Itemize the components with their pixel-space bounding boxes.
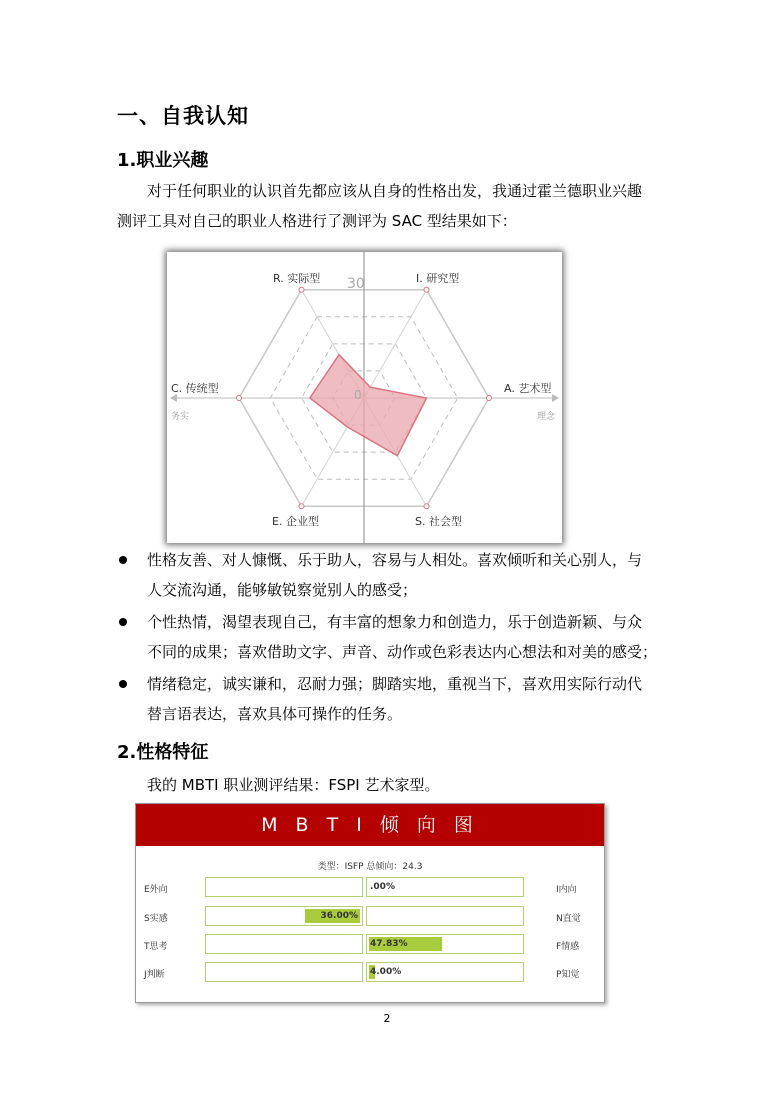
list-item-line: 性格友善、对人慷慨、乐于助人，容易与人相处。喜欢倾听和关心别人，与: [147, 551, 643, 569]
mbti-right-label: N直觉: [556, 914, 581, 924]
mbti-row: [136, 962, 604, 982]
radar-vertex-dot: [424, 287, 429, 292]
mbti-row: [136, 906, 604, 926]
mbti-left-box: [205, 934, 363, 954]
mbti-left-label: E外向: [144, 885, 168, 895]
mbti-row: [136, 934, 604, 954]
paragraph-interest: [117, 176, 662, 236]
list-item: [117, 669, 667, 729]
mbti-row: [136, 877, 604, 897]
paragraph-mbti: [117, 770, 662, 800]
mbti-value: .00%: [370, 882, 395, 892]
radar-svg: [167, 252, 562, 543]
mbti-right-box: [366, 962, 524, 982]
mbti-left-label: S实感: [144, 914, 168, 924]
mbti-left-box: [205, 962, 363, 982]
mbti-value: 4.00%: [370, 967, 402, 977]
radar-label-i: I. 研究型: [416, 272, 460, 285]
radar-axis-arrow-icon: [170, 394, 177, 402]
mbti-right-box: [366, 934, 524, 954]
list-item-line: 不同的成果；喜欢借助文字、声音、动作或色彩表达内心想法和对美的感受；: [147, 643, 658, 661]
page-number: 2: [383, 1012, 391, 1025]
list-item: [117, 607, 667, 667]
radar-vertex-dot: [487, 396, 492, 401]
list-item-line: 替言语表达，喜欢具体可操作的任务。: [147, 705, 403, 723]
mbti-right-label: P知觉: [556, 970, 580, 980]
radar-label-a: A. 艺术型: [504, 382, 552, 395]
bullet-icon: [119, 556, 127, 564]
radar-right-axis-label: 理念: [537, 412, 556, 422]
radar-label-c: C. 传统型: [171, 382, 219, 395]
mbti-type-line: 类型：ISFP 总倾向：24.3: [317, 862, 423, 872]
mbti-chart: [135, 803, 605, 1003]
bullet-icon: [119, 618, 127, 626]
section-title: 一、自我认知: [117, 104, 249, 128]
radar-scale-min: 0: [354, 388, 362, 402]
radar-label-s: S. 社会型: [415, 515, 462, 528]
mbti-right-label: I内向: [556, 885, 577, 895]
list-item-line: 情绪稳定，诚实谦和，忍耐力强；脚踏实地，重视当下，喜欢用实际行动代: [147, 675, 643, 693]
radar-score-polygon: [310, 355, 427, 456]
mbti-title: M B T I 倾 向 图: [136, 804, 604, 846]
mbti-left-box: [205, 906, 363, 926]
mbti-right-box: [366, 906, 524, 926]
radar-axis-arrow-icon: [552, 394, 559, 402]
radar-vertex-dot: [299, 287, 304, 292]
mbti-value: 47.83%: [370, 939, 408, 949]
paragraph-line: 对于任何职业的认识首先都应该从自身的性格出发，我通过霍兰德职业兴趣: [147, 182, 643, 200]
radar-vertex-dot: [237, 396, 242, 401]
mbti-left-label: T思考: [144, 942, 168, 952]
trait-list: [117, 545, 667, 731]
paragraph-line: 我的 MBTI 职业测评结果：FSPI 艺术家型。: [147, 776, 440, 794]
list-item: [117, 545, 667, 605]
mbti-left-box: [205, 877, 363, 897]
heading-career-interest: 1.职业兴趣: [117, 150, 209, 171]
bullet-icon: [119, 680, 127, 688]
mbti-right-label: F情感: [556, 942, 580, 952]
holland-radar-chart: [167, 252, 562, 543]
radar-vertex-dot: [424, 504, 429, 509]
radar-left-axis-label: 务实: [171, 412, 190, 422]
radar-vertex-dot: [299, 504, 304, 509]
list-item-line: 个性热情，渴望表现自己，有丰富的想象力和创造力，乐于创造新颖、与众: [147, 613, 643, 631]
mbti-right-box: [366, 877, 524, 897]
radar-label-r: R. 实际型: [273, 272, 321, 285]
mbti-value: 36.00%: [320, 911, 358, 921]
heading-personality: 2.性格特征: [117, 742, 209, 763]
paragraph-line: 测评工具对自己的职业人格进行了测评为 SAC 型结果如下：: [117, 212, 517, 230]
radar-label-e: E. 企业型: [272, 515, 319, 528]
radar-scale-max: 30: [347, 276, 365, 292]
list-item-line: 人交流沟通，能够敏锐察觉别人的感受；: [147, 581, 418, 599]
mbti-left-label: J判断: [144, 970, 165, 980]
